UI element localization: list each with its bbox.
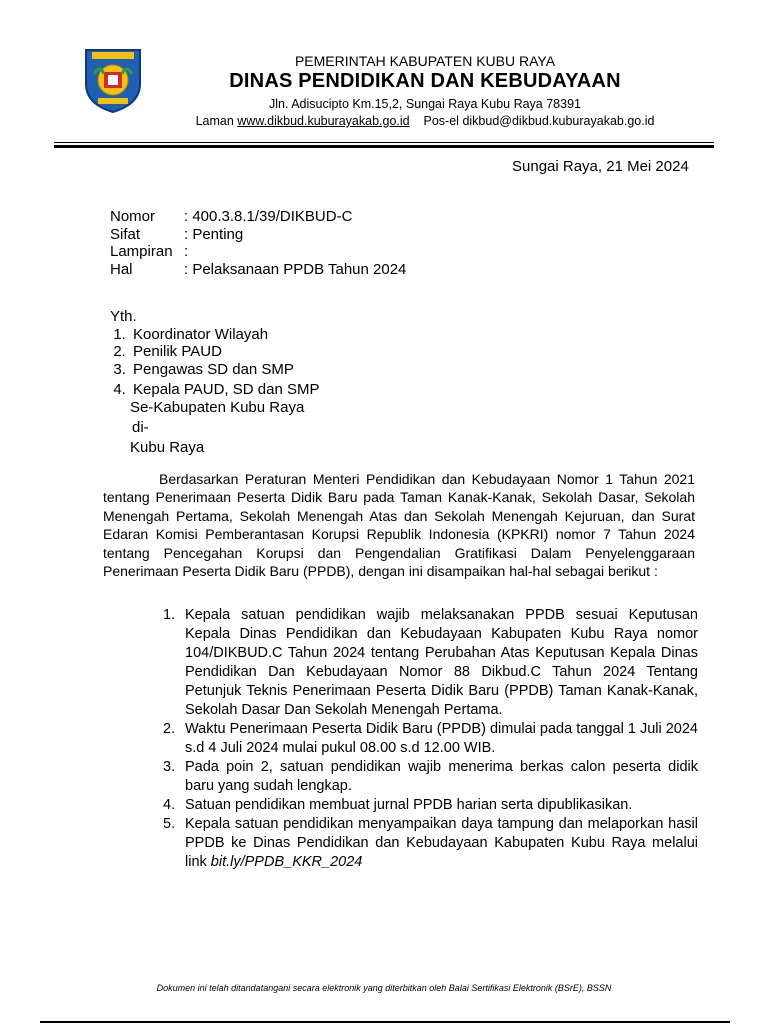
point-text: Kepala satuan pendidikan menyampaikan daya tampung dan melaporkan hasil PPDB ke Dinas Pendidikan dan Kebudayaan Kabupaten Kubu Raya melalui link <box>185 816 698 870</box>
point-number: 5. <box>163 816 176 832</box>
meta-label: Nomor <box>110 208 156 225</box>
point-text: Waktu Penerimaan Peserta Didik Baru (PPDB) dimulai pada tanggal 1 Juli 2024 s.d 4 Juli 2024 mulai pukul 08.00 s.d 12.00 WIB. <box>185 721 698 756</box>
point-number: 1. <box>163 607 176 623</box>
web-prefix: Laman <box>195 114 234 128</box>
point-text: Pada poin 2, satuan pendidikan wajib menerima berkas calon peserta didik baru yang sudah lengkap. <box>185 759 698 794</box>
recipient-di: di- <box>132 418 149 436</box>
meta-label: Hal <box>110 260 133 278</box>
meta-label: Sifat <box>110 225 141 243</box>
salutation: Yth. <box>110 308 137 325</box>
meta-value: : 400.3.8.1/39/DIKBUD-C <box>184 208 353 225</box>
recipient-region: Se-Kabupaten Kubu Raya <box>130 398 305 416</box>
letterhead-agency: DINAS PENDIDIKAN DAN KEBUDAYAAN <box>229 70 621 92</box>
letterhead-government: PEMERINTAH KABUPATEN KUBU RAYA <box>294 53 556 69</box>
point-item <box>163 815 698 872</box>
regency-logo <box>80 44 146 114</box>
meta-row <box>110 261 406 279</box>
meta-row <box>110 208 406 226</box>
letter-meta <box>110 208 406 278</box>
point-text: Kepala satuan pendidikan wajib melaksanakan PPDB sesuai Keputusan Kepala Dinas Pendidikan dan Kebudayaan Kabupaten Kubu Raya nomor 104/DIKBUD.C Tahun 2024 tentang Perubahan Atas Keputusan Kepala Dinas Pendidikan Dan Kebudayaan Nomor 88 Dikbud.C Tahun 2024 Tentang Petunjuk Teknis Penerimaan Peserta Didik Baru (PPDB) Taman Kanak-Kanak, Sekolah Dasar Dan Sekolah Menengah Pertama. <box>185 607 698 718</box>
point-text: Satuan pendidikan membuat jurnal PPDB harian serta dipublikasikan. <box>185 797 633 813</box>
recipients-block <box>110 308 319 457</box>
points-list <box>163 606 698 872</box>
meta-value: : Penting <box>184 225 244 243</box>
email-address: dikbud@dikbud.kuburayakab.go.id <box>462 114 655 128</box>
website-link[interactable]: www.dikbud.kuburayakab.go.id <box>237 114 410 128</box>
meta-row <box>110 226 406 244</box>
point-item <box>163 720 698 758</box>
ppdb-link[interactable]: bit.ly/PPDB_KKR_2024 <box>210 854 363 870</box>
point-item <box>163 606 698 720</box>
meta-value: : <box>184 243 189 261</box>
recipient-place: Kubu Raya <box>130 439 205 457</box>
letterhead-address: Jln. Adisucipto Km.15,2, Sungai Raya Kubu Raya 78391 <box>268 97 581 111</box>
point-number: 3. <box>163 759 176 775</box>
meta-label: Lampiran <box>110 243 173 261</box>
letterhead-divider-thick <box>54 145 714 148</box>
email-prefix: Pos-el <box>423 114 459 128</box>
meta-row <box>110 243 406 261</box>
point-number: 2. <box>163 721 176 737</box>
bottom-divider <box>40 1021 730 1023</box>
recipient-item: 3. Pengawas SD dan SMP <box>130 361 319 379</box>
letterhead-contact <box>160 114 690 128</box>
body-paragraph-text: Berdasarkan Peraturan Menteri Pendidikan dan Kebudayaan Nomor 1 Tahun 2021 tentang Penerimaan Peserta Didik Baru pada Taman Kanak-Kanak, Sekolah Dasar, Sekolah Menengah Pertama, Sekolah Menengah Atas dan Sekolah Menengah Kejuruan, dan Surat Edaran Komisi Pemberantasan Korupsi Republik Indonesia (KPKRI) nomor 7 Tahun 2024 tentang Pencegahan Korupsi dan Pengendalian Gratifikasi Dalam Penyelenggaraan Penerimaan Peserta Didik Baru (PPDB), dengan ini disampaikan hal-hal sebagai berikut : <box>103 471 695 580</box>
point-item <box>163 796 698 815</box>
meta-value: : Pelaksanaan PPDB Tahun 2024 <box>184 260 407 278</box>
recipient-item: 1. Koordinator Wilayah <box>130 326 319 344</box>
letter-date: Sungai Raya, 21 Mei 2024 <box>512 158 689 175</box>
point-item <box>163 758 698 796</box>
letterhead-divider-thin <box>54 142 714 143</box>
body-paragraph <box>103 470 695 580</box>
recipient-list <box>110 326 319 399</box>
e-signature-note: Dokumen ini telah ditandatangani secara elektronik yang diterbitkan oleh Balai Sertifikasi Elektronik (BSrE), BSSN <box>156 983 612 993</box>
recipient-item: 2. Penilik PAUD <box>130 343 319 361</box>
point-number: 4. <box>163 797 176 813</box>
recipient-item: 4. Kepala PAUD, SD dan SMP <box>130 381 319 399</box>
